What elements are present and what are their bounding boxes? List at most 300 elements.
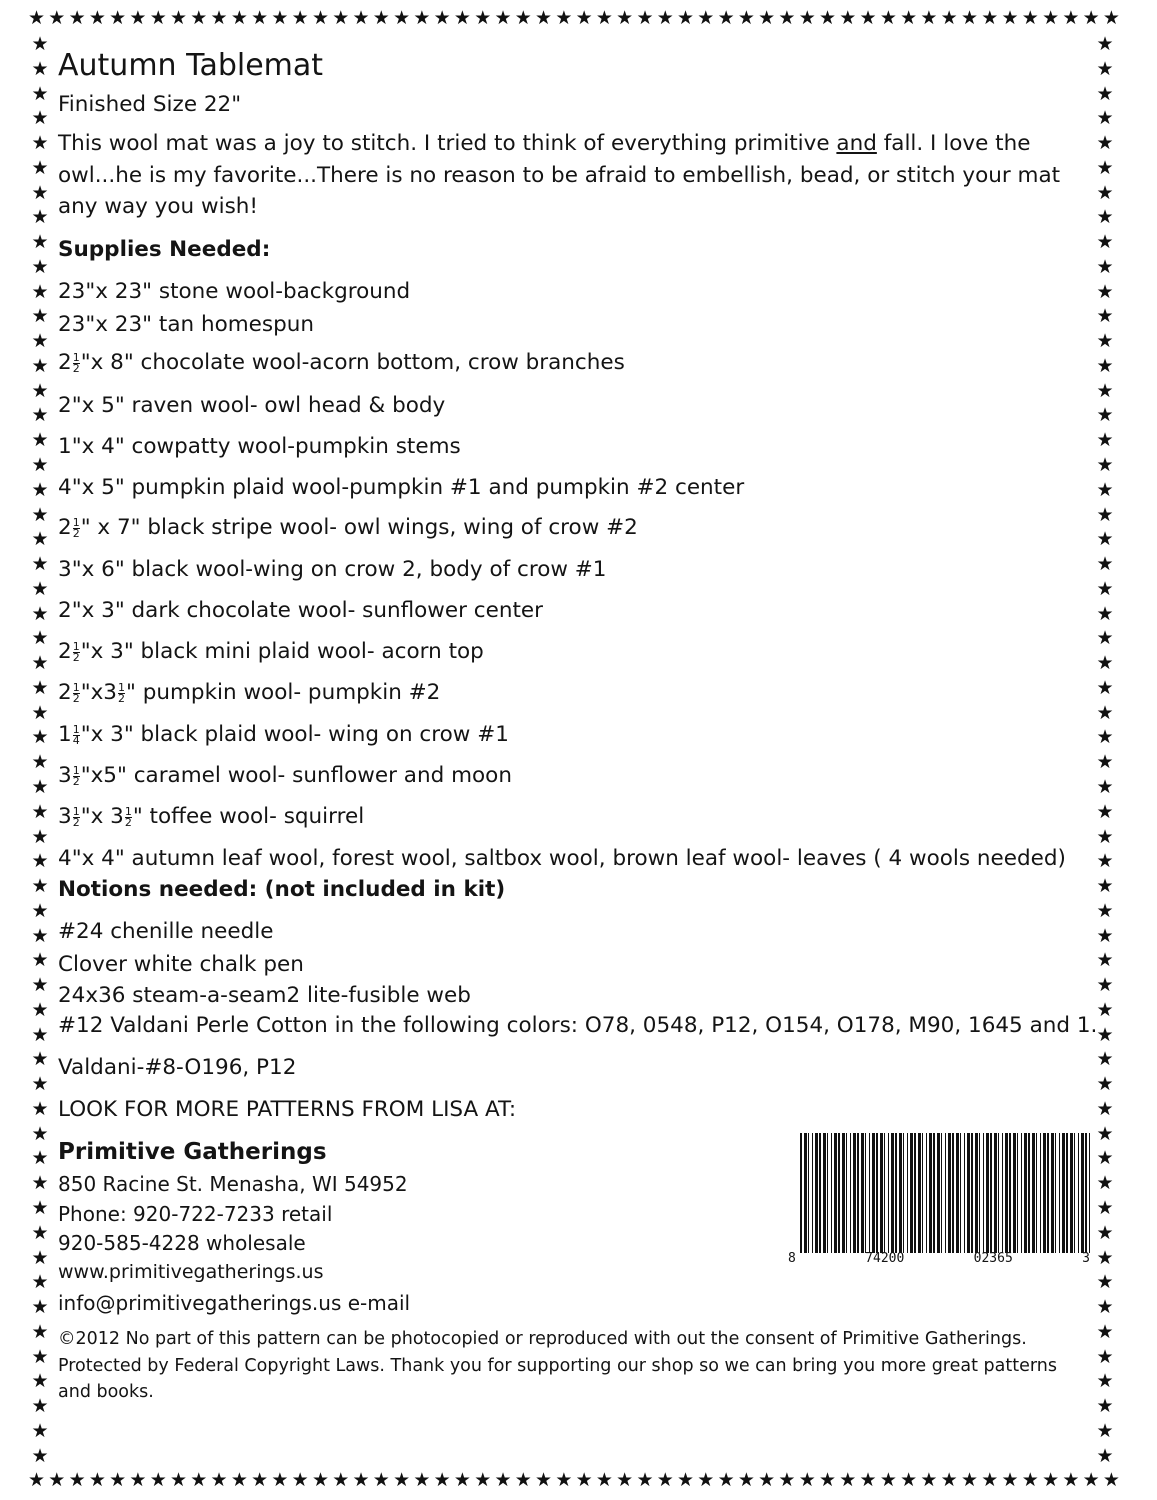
border-star-icon: ★ (758, 7, 776, 29)
border-star-icon: ★ (31, 1345, 49, 1368)
border-star-icon: ★ (798, 1469, 816, 1491)
border-star-icon: ★ (1096, 825, 1114, 848)
supply-description: "x 3" black plaid wool- wing on crow #1 (80, 722, 509, 747)
border-star-icon: ★ (1096, 330, 1114, 353)
border-star-icon: ★ (88, 1469, 106, 1491)
border-star-icon: ★ (31, 924, 49, 947)
border-star-icon: ★ (251, 7, 269, 29)
border-star-icon: ★ (48, 1469, 66, 1491)
border-star-icon: ★ (1096, 1122, 1114, 1145)
border-star-icon: ★ (1096, 1196, 1114, 1219)
barcode-bars (800, 1133, 1090, 1253)
border-star-icon: ★ (31, 1122, 49, 1145)
border-star-icon: ★ (31, 1444, 49, 1467)
border-star-icon: ★ (514, 7, 532, 29)
supply-item (58, 393, 445, 418)
border-star-icon: ★ (1096, 998, 1114, 1021)
border-star-icon: ★ (1096, 676, 1114, 699)
border-star-icon: ★ (1096, 354, 1114, 377)
border-star-icon: ★ (332, 7, 350, 29)
supply-size-whole: 2 (58, 598, 72, 623)
border-star-icon: ★ (1001, 1469, 1019, 1491)
supply-description: "x5" caramel wool- sunflower and moon (80, 763, 512, 788)
supply-description-rest: " pumpkin wool- pumpkin #2 (125, 680, 441, 705)
border-star-icon: ★ (1096, 875, 1114, 898)
border-star-icon: ★ (31, 701, 49, 724)
border-star-icon: ★ (31, 949, 49, 972)
border-star-icon: ★ (1082, 1469, 1100, 1491)
border-star-icon: ★ (251, 1469, 269, 1491)
border-star-icon: ★ (535, 7, 553, 29)
border-star-icon: ★ (413, 7, 431, 29)
border-star-icon: ★ (453, 1469, 471, 1491)
intro-text-part2: fall. I love the owl...he is my favorite...There is no reason to be afraid to embellish, bead, or stitch your mat any way you wish! (58, 131, 1061, 219)
supply-description: "x 8" chocolate wool-acorn bottom, crow branches (80, 350, 625, 375)
supply-size-whole: 3 (58, 804, 72, 829)
border-star-icon: ★ (31, 676, 49, 699)
border-star-icon: ★ (1096, 1221, 1114, 1244)
fraction (72, 639, 80, 664)
border-star-icon: ★ (190, 7, 208, 29)
border-star-icon: ★ (1001, 7, 1019, 29)
border-star-icon: ★ (636, 1469, 654, 1491)
border-star-icon: ★ (1062, 1469, 1080, 1491)
border-star-icon: ★ (1096, 1419, 1114, 1442)
border-star-icon: ★ (575, 1469, 593, 1491)
supply-item (58, 557, 606, 582)
border-star-icon: ★ (31, 1320, 49, 1343)
fraction-denominator: 2 (72, 650, 80, 664)
border-star-icon: ★ (474, 1469, 492, 1491)
intro-paragraph (58, 128, 1088, 223)
border-star-icon: ★ (1102, 7, 1120, 29)
border-star-icon: ★ (981, 7, 999, 29)
border-star-icon: ★ (1096, 1172, 1114, 1195)
border-star-icon: ★ (1096, 899, 1114, 922)
border-star-icon: ★ (900, 7, 918, 29)
border-star-icon: ★ (737, 1469, 755, 1491)
border-star-icon: ★ (31, 280, 49, 303)
top-star-border (28, 8, 1120, 28)
fraction-denominator: 2 (72, 526, 80, 540)
border-star-icon: ★ (1096, 1147, 1114, 1170)
border-star-icon: ★ (1062, 7, 1080, 29)
border-star-icon: ★ (31, 875, 49, 898)
supply-item (58, 722, 509, 747)
border-star-icon: ★ (149, 1469, 167, 1491)
border-star-icon: ★ (291, 7, 309, 29)
supply-size-whole: 23 (58, 312, 86, 337)
supply-description: "x 3" black mini plaid wool- acorn top (80, 639, 484, 664)
shop-address: 850 Racine St. Menasha, WI 54952 (58, 1172, 408, 1196)
fraction-numerator: 1 (124, 804, 132, 818)
border-star-icon: ★ (940, 7, 958, 29)
supply-item (58, 639, 484, 664)
border-star-icon: ★ (1096, 1246, 1114, 1269)
notion-item: Clover white chalk pen (58, 952, 304, 977)
border-star-icon: ★ (960, 7, 978, 29)
border-star-icon: ★ (1096, 206, 1114, 229)
border-star-icon: ★ (595, 1469, 613, 1491)
intro-text-part1: This wool mat was a joy to stitch. I tried to think of everything primitive (58, 131, 837, 156)
border-star-icon: ★ (940, 1469, 958, 1491)
border-star-icon: ★ (169, 7, 188, 29)
border-star-icon: ★ (31, 379, 49, 402)
border-star-icon: ★ (1096, 1023, 1114, 1046)
border-star-icon: ★ (1096, 974, 1114, 997)
border-star-icon: ★ (1096, 107, 1114, 130)
border-star-icon: ★ (1021, 1469, 1039, 1491)
border-star-icon: ★ (31, 627, 49, 650)
border-star-icon: ★ (636, 7, 654, 29)
border-star-icon: ★ (433, 7, 451, 29)
border-star-icon: ★ (616, 7, 634, 29)
fraction-numerator: 1 (72, 639, 80, 653)
fraction-denominator: 2 (72, 815, 80, 829)
border-star-icon: ★ (859, 1469, 877, 1491)
border-star-icon: ★ (1096, 726, 1114, 749)
border-star-icon: ★ (48, 7, 66, 29)
border-star-icon: ★ (31, 974, 49, 997)
supply-size-whole: 1 (58, 722, 72, 747)
border-star-icon: ★ (1096, 1073, 1114, 1096)
border-star-icon: ★ (31, 1370, 49, 1393)
border-star-icon: ★ (332, 1469, 350, 1491)
barcode-digit-group: 3 (1082, 1251, 1090, 1266)
border-star-icon: ★ (1096, 1444, 1114, 1467)
supply-size-whole: 1 (58, 434, 72, 459)
fraction-denominator: 2 (72, 361, 80, 375)
border-star-icon: ★ (1096, 602, 1114, 625)
border-star-icon: ★ (1096, 1271, 1114, 1294)
border-star-icon: ★ (28, 1469, 46, 1491)
border-star-icon: ★ (1096, 1048, 1114, 1071)
supply-description: "x 6" black wool-wing on crow 2, body of crow #1 (71, 557, 607, 582)
border-star-icon: ★ (393, 7, 411, 29)
barcode-digits (788, 1251, 1090, 1266)
border-star-icon: ★ (697, 7, 715, 29)
border-star-icon: ★ (210, 1469, 228, 1491)
border-star-icon: ★ (1096, 949, 1114, 972)
border-star-icon: ★ (1096, 924, 1114, 947)
border-star-icon: ★ (1096, 627, 1114, 650)
border-star-icon: ★ (879, 7, 897, 29)
border-star-icon: ★ (1096, 305, 1114, 328)
border-star-icon: ★ (1102, 1469, 1120, 1491)
fraction (117, 680, 125, 705)
notion-item: 24x36 steam-a-seam2 lite-fusible web (58, 983, 471, 1008)
border-star-icon: ★ (31, 652, 49, 675)
border-star-icon: ★ (169, 1469, 188, 1491)
border-star-icon: ★ (31, 1419, 49, 1442)
border-star-icon: ★ (149, 7, 167, 29)
border-star-icon: ★ (1096, 454, 1114, 477)
border-star-icon: ★ (1096, 404, 1114, 427)
border-star-icon: ★ (960, 1469, 978, 1491)
border-star-icon: ★ (677, 1469, 695, 1491)
border-star-icon: ★ (68, 7, 86, 29)
shop-name: Primitive Gatherings (58, 1139, 327, 1165)
shop-phone-wholesale: 920-585-4228 wholesale (58, 1231, 306, 1255)
border-star-icon: ★ (1042, 7, 1060, 29)
border-star-icon: ★ (109, 1469, 127, 1491)
border-star-icon: ★ (1096, 701, 1114, 724)
fraction-numerator: 1 (72, 804, 80, 818)
notions-heading: Notions needed: (not included in kit) (58, 877, 506, 902)
border-star-icon: ★ (31, 751, 49, 774)
border-star-icon: ★ (514, 1469, 532, 1491)
notion-item: #24 chenille needle (58, 919, 274, 944)
border-star-icon: ★ (31, 998, 49, 1021)
notion-item: Valdani-#8-O196, P12 (58, 1055, 297, 1080)
fraction (72, 350, 80, 375)
border-star-icon: ★ (1096, 82, 1114, 105)
border-star-icon: ★ (31, 1073, 49, 1096)
notion-item: #12 Valdani Perle Cotton in the following colors: O78, 0548, P12, O154, O178, M90, 1645 and 1. (58, 1013, 1098, 1038)
border-star-icon: ★ (31, 775, 49, 798)
left-star-border (30, 34, 50, 1466)
border-star-icon: ★ (758, 1469, 776, 1491)
border-star-icon: ★ (1096, 280, 1114, 303)
right-star-border (1095, 34, 1115, 1466)
barcode-digit-group: 02365 (973, 1251, 1013, 1266)
border-star-icon: ★ (31, 255, 49, 278)
fraction (72, 722, 80, 747)
border-star-icon: ★ (1021, 7, 1039, 29)
border-star-icon: ★ (31, 429, 49, 452)
border-star-icon: ★ (656, 7, 674, 29)
border-star-icon: ★ (778, 7, 796, 29)
border-star-icon: ★ (1096, 1097, 1114, 1120)
supply-description: " x 7" black stripe wool- owl wings, wing of crow #2 (80, 515, 638, 540)
supply-size-whole: 4 (58, 475, 72, 500)
border-star-icon: ★ (31, 1271, 49, 1294)
border-star-icon: ★ (31, 899, 49, 922)
supply-description: "x 23" stone wool-background (85, 279, 411, 304)
copyright-notice: ©2012 No part of this pattern can be photocopied or reproduced with out the consent of Primitive Gatherings. Protected by Federal Copyright Laws. Thank you for supporting our shop so we can bring you more great patterns and books. (58, 1329, 1057, 1402)
border-star-icon: ★ (31, 181, 49, 204)
border-star-icon: ★ (31, 1296, 49, 1319)
supply-size-whole: 2 (58, 639, 72, 664)
border-star-icon: ★ (31, 825, 49, 848)
border-star-icon: ★ (291, 1469, 309, 1491)
border-star-icon: ★ (555, 7, 573, 29)
border-star-icon: ★ (879, 1469, 897, 1491)
border-star-icon: ★ (31, 553, 49, 576)
border-star-icon: ★ (1096, 181, 1114, 204)
border-star-icon: ★ (677, 7, 695, 29)
border-star-icon: ★ (190, 1469, 208, 1491)
border-star-icon: ★ (1096, 1320, 1114, 1343)
border-star-icon: ★ (494, 7, 512, 29)
barcode-digit-group: 8 (788, 1251, 796, 1266)
supply-item (58, 350, 625, 375)
border-star-icon: ★ (453, 7, 471, 29)
supply-item (58, 846, 1066, 871)
border-star-icon: ★ (352, 7, 370, 29)
supply-description: "x 3 (80, 804, 124, 829)
border-star-icon: ★ (31, 528, 49, 551)
border-star-icon: ★ (31, 577, 49, 600)
border-star-icon: ★ (1096, 1395, 1114, 1418)
border-star-icon: ★ (818, 7, 837, 29)
border-star-icon: ★ (31, 231, 49, 254)
border-star-icon: ★ (1096, 577, 1114, 600)
border-star-icon: ★ (68, 1469, 86, 1491)
border-star-icon: ★ (31, 330, 49, 353)
border-star-icon: ★ (31, 503, 49, 526)
shop-phone-retail: Phone: 920-722-7233 retail (58, 1202, 333, 1226)
supply-item (58, 515, 638, 540)
border-star-icon: ★ (1042, 1469, 1060, 1491)
supply-description: "x 23" tan homespun (85, 312, 315, 337)
border-star-icon: ★ (1096, 132, 1114, 155)
supply-description: "x 5" raven wool- owl head & body (71, 393, 446, 418)
supply-item (58, 279, 410, 304)
border-star-icon: ★ (1096, 652, 1114, 675)
border-star-icon: ★ (900, 1469, 918, 1491)
bottom-star-border (28, 1470, 1120, 1490)
border-star-icon: ★ (1096, 429, 1114, 452)
border-star-icon: ★ (31, 800, 49, 823)
supply-item (58, 680, 440, 705)
border-star-icon: ★ (1096, 1370, 1114, 1393)
border-star-icon: ★ (31, 602, 49, 625)
border-star-icon: ★ (31, 478, 49, 501)
border-star-icon: ★ (31, 1147, 49, 1170)
supply-item (58, 475, 744, 500)
border-star-icon: ★ (31, 1023, 49, 1046)
border-star-icon: ★ (352, 1469, 370, 1491)
border-star-icon: ★ (31, 1196, 49, 1219)
border-star-icon: ★ (88, 7, 106, 29)
border-star-icon: ★ (494, 1469, 512, 1491)
border-star-icon: ★ (129, 1469, 147, 1491)
border-star-icon: ★ (1096, 478, 1114, 501)
supply-item (58, 598, 543, 623)
border-star-icon: ★ (535, 1469, 553, 1491)
border-star-icon: ★ (555, 1469, 573, 1491)
border-star-icon: ★ (372, 7, 390, 29)
border-star-icon: ★ (31, 1172, 49, 1195)
border-star-icon: ★ (271, 1469, 289, 1491)
supply-description: "x 5" pumpkin plaid wool-pumpkin #1 and pumpkin #2 center (71, 475, 745, 500)
border-star-icon: ★ (1096, 379, 1114, 402)
border-star-icon: ★ (737, 7, 755, 29)
border-star-icon: ★ (1096, 751, 1114, 774)
border-star-icon: ★ (31, 156, 49, 179)
border-star-icon: ★ (129, 7, 147, 29)
border-star-icon: ★ (31, 404, 49, 427)
fraction (72, 804, 80, 829)
border-star-icon: ★ (656, 1469, 674, 1491)
supply-size-whole: 3 (58, 557, 72, 582)
intro-underlined-word: and (836, 131, 877, 156)
border-star-icon: ★ (31, 82, 49, 105)
border-star-icon: ★ (595, 7, 613, 29)
fraction (72, 515, 80, 540)
border-star-icon: ★ (413, 1469, 431, 1491)
border-star-icon: ★ (1096, 503, 1114, 526)
border-star-icon: ★ (981, 1469, 999, 1491)
supply-description: "x 3" dark chocolate wool- sunflower center (71, 598, 543, 623)
fraction-numerator: 1 (72, 350, 80, 364)
border-star-icon: ★ (859, 7, 877, 29)
supply-description-rest: " toffee wool- squirrel (132, 804, 365, 829)
border-star-icon: ★ (230, 1469, 248, 1491)
border-star-icon: ★ (1096, 255, 1114, 278)
barcode-digit-group: 74200 (865, 1251, 905, 1266)
border-star-icon: ★ (1096, 1296, 1114, 1319)
border-star-icon: ★ (109, 7, 127, 29)
border-star-icon: ★ (1096, 528, 1114, 551)
supply-item (58, 434, 461, 459)
supply-item (58, 804, 364, 829)
supply-description: "x 4" cowpatty wool-pumpkin stems (71, 434, 461, 459)
border-star-icon: ★ (1096, 156, 1114, 179)
fraction-denominator: 2 (117, 691, 125, 705)
fraction-numerator: 1 (72, 722, 80, 736)
border-star-icon: ★ (839, 7, 857, 29)
border-star-icon: ★ (393, 1469, 411, 1491)
border-star-icon: ★ (1096, 775, 1114, 798)
border-star-icon: ★ (31, 726, 49, 749)
border-star-icon: ★ (778, 1469, 796, 1491)
border-star-icon: ★ (31, 1395, 49, 1418)
border-star-icon: ★ (31, 305, 49, 328)
border-star-icon: ★ (31, 1048, 49, 1071)
supply-size-whole: 2 (58, 393, 72, 418)
supply-size-whole: 2 (58, 680, 72, 705)
fraction-numerator: 1 (117, 680, 125, 694)
shop-email[interactable]: info@primitivegatherings.us e-mail (58, 1291, 411, 1315)
border-star-icon: ★ (1096, 231, 1114, 254)
border-star-icon: ★ (1096, 553, 1114, 576)
border-star-icon: ★ (31, 1221, 49, 1244)
border-star-icon: ★ (31, 1097, 49, 1120)
supplies-heading: Supplies Needed: (58, 237, 271, 262)
border-star-icon: ★ (31, 454, 49, 477)
supply-size-whole: 2 (58, 515, 72, 540)
border-star-icon: ★ (1096, 33, 1114, 55)
shop-website[interactable]: www.primitivegatherings.us (58, 1261, 324, 1283)
border-star-icon: ★ (474, 7, 492, 29)
border-star-icon: ★ (1082, 7, 1100, 29)
supply-size-whole: 3 (58, 763, 72, 788)
border-star-icon: ★ (1096, 1345, 1114, 1368)
border-star-icon: ★ (311, 1469, 329, 1491)
supply-description: "x 4" autumn leaf wool, forest wool, saltbox wool, brown leaf wool- leaves ( 4 wools needed) (71, 846, 1066, 871)
fraction-denominator: 2 (72, 691, 80, 705)
border-star-icon: ★ (271, 7, 289, 29)
fraction-denominator: 2 (72, 774, 80, 788)
supply-item (58, 312, 314, 337)
border-star-icon: ★ (839, 1469, 857, 1491)
border-star-icon: ★ (31, 1246, 49, 1269)
border-star-icon: ★ (31, 107, 49, 130)
border-star-icon: ★ (575, 7, 593, 29)
finished-size: Finished Size 22" (58, 92, 242, 117)
supply-size-whole: 2 (58, 350, 72, 375)
border-star-icon: ★ (311, 7, 329, 29)
border-star-icon: ★ (1096, 57, 1114, 80)
fraction-numerator: 1 (72, 763, 80, 777)
border-star-icon: ★ (230, 7, 248, 29)
supply-item (58, 763, 512, 788)
fraction-numerator: 1 (72, 680, 80, 694)
border-star-icon: ★ (31, 132, 49, 155)
fraction (124, 804, 132, 829)
